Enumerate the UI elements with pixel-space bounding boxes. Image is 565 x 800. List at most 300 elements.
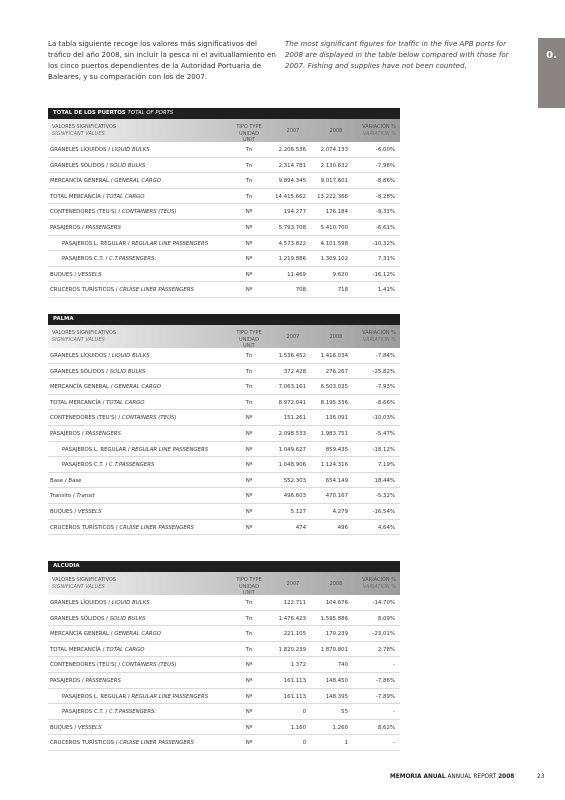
table-row xyxy=(48,626,400,642)
table-row xyxy=(48,251,400,267)
row-unit: Nº xyxy=(245,709,253,716)
footer-title-en: ANNUAL REPORT xyxy=(447,774,497,780)
row-label-en: VESSELS xyxy=(77,724,102,731)
row-label-en: GENERAL CARGO xyxy=(114,384,162,391)
row-label-en: GENERAL CARGO xyxy=(114,178,162,185)
table-row xyxy=(48,457,400,473)
row-unit: Nº xyxy=(245,224,253,231)
row-label xyxy=(62,241,208,247)
col-header-2007: 2007 xyxy=(286,334,300,340)
col-header-label-en: SIGNIFICANT VALUES xyxy=(52,336,105,343)
row-label-en: VESSELS xyxy=(77,508,102,515)
page-number: 23 xyxy=(537,774,545,780)
row-label xyxy=(50,415,177,421)
row-value-2008: 1.416.034 xyxy=(320,353,348,359)
col-header-var-en: VARIATION % xyxy=(362,583,396,590)
intro-text-es: La tabla siguiente recoge los valores más significativos del tráfico del año 2008, sin incluir la pesca ni el avituallamiento en los cinco puertos dependientes de la Autoridad Portuaria de Baleares, y su comparación con los de 2007. xyxy=(48,39,276,81)
stats-table xyxy=(48,314,400,535)
row-label-es: PASAJEROS C.T. / xyxy=(62,462,110,469)
row-value-2008: 8.195.336 xyxy=(320,399,348,406)
row-label-es: BUQUES / xyxy=(50,271,78,278)
row-value-2008: 55 xyxy=(341,709,348,716)
row-label-es: GRANELES SÓLIDOS / xyxy=(50,162,110,169)
footer-year: 2008 xyxy=(498,774,515,780)
table-row xyxy=(48,473,400,489)
col-header-label-en: SIGNIFICANT VALUES xyxy=(52,583,105,590)
col-header-label-en: SIGNIFICANT VALUES xyxy=(52,130,105,137)
row-label-es: CRUCEROS TURÍSTICOS / xyxy=(50,740,120,747)
row-unit: Nº xyxy=(245,430,253,437)
row-label-es: TOTAL MERCANCÍA / xyxy=(50,646,107,653)
row-value-2008: 13.222.366 xyxy=(317,193,348,200)
row-label-es: PASAJEROS L. REGULAR / xyxy=(62,446,132,453)
row-unit: Tn xyxy=(245,353,253,359)
row-unit: Tn xyxy=(245,147,253,153)
table-row xyxy=(48,204,400,220)
row-label-es: CRUCEROS TURÍSTICOS / xyxy=(50,287,120,294)
row-label-es: Base / xyxy=(50,477,69,484)
table-row xyxy=(48,348,400,364)
row-variation: -23,01% xyxy=(372,631,395,638)
row-value-2007: 8.972.041 xyxy=(278,399,306,406)
row-value-2008: 470.167 xyxy=(325,493,348,500)
row-label-es: GRANELES LÍQUIDOS / xyxy=(50,147,112,153)
row-value-2008: 1.983.751 xyxy=(320,430,348,437)
row-label xyxy=(50,493,95,499)
chapter-tab: 0. xyxy=(538,38,565,108)
row-label-en: TOTAL CARGO xyxy=(106,399,145,406)
col-header-label xyxy=(52,577,116,590)
row-value-2008: 136.091 xyxy=(325,415,348,422)
row-unit: Nº xyxy=(245,508,253,515)
col-header-type-es: TIPO TYPE xyxy=(236,330,262,336)
row-value-2008: 9.017.601 xyxy=(320,178,348,185)
row-unit: Nº xyxy=(245,477,253,484)
row-label-en: C.T.PASSENGERS xyxy=(109,462,155,469)
row-value-2008: 1.124.316 xyxy=(320,462,348,469)
table-row xyxy=(48,720,400,736)
col-header-label-es: VALORES SIGNIFICATIVOS xyxy=(52,577,117,583)
row-value-2008: 170.239 xyxy=(325,631,348,638)
row-value-2008: 4.101.598 xyxy=(320,240,348,247)
row-value-2008: 6.503.035 xyxy=(320,384,348,391)
row-value-2007: 194.277 xyxy=(283,209,306,216)
row-variation: -7,93% xyxy=(375,384,395,391)
row-variation: -6,00% xyxy=(375,147,395,153)
row-variation: 4,64% xyxy=(377,524,395,531)
col-header-type-en: UNIDAD UNIT xyxy=(239,130,259,143)
row-label-en: VESSELS xyxy=(77,271,102,278)
row-value-2008: 1.595.886 xyxy=(320,615,348,622)
row-label-en: PASSENGERS xyxy=(85,677,121,684)
row-value-2008: 5.410.700 xyxy=(320,224,348,231)
row-label xyxy=(50,525,194,531)
row-variation: -16,12% xyxy=(372,271,395,278)
row-label xyxy=(62,462,154,468)
row-label-es: TOTAL MERCANCÍA / xyxy=(50,193,107,200)
row-label-en: CRUISE LINER PASSENGERS xyxy=(119,524,194,531)
row-variation: - xyxy=(393,709,395,716)
row-unit: Nº xyxy=(245,287,253,294)
row-label-es: Transito / xyxy=(50,493,77,500)
col-header-2008: 2008 xyxy=(329,128,343,134)
row-variation: -5,32% xyxy=(375,493,395,500)
table-row xyxy=(48,595,400,611)
row-unit: Nº xyxy=(245,271,253,278)
row-label xyxy=(50,631,161,637)
row-value-2007: 4.573.822 xyxy=(278,240,306,247)
row-value-2007: 1.160 xyxy=(290,724,306,731)
row-value-2007: 0 xyxy=(302,740,306,747)
table-row xyxy=(48,657,400,673)
table-title-es: ALCUDIA xyxy=(53,563,80,569)
table-row xyxy=(48,220,400,236)
row-unit: Tn xyxy=(245,399,253,406)
table-row xyxy=(48,158,400,174)
table-row xyxy=(48,611,400,627)
row-label-en: C.T.PASSENGERS. xyxy=(109,256,157,263)
table-title-es: PALMA xyxy=(53,316,74,322)
row-variation: -8,66% xyxy=(375,399,395,406)
table-title xyxy=(48,314,400,325)
row-label-en: LIQUID BULKS xyxy=(111,147,150,153)
row-unit: Tn xyxy=(245,368,253,375)
row-label-es: PASAJEROS / xyxy=(50,430,86,437)
row-label xyxy=(50,178,161,184)
row-label-en: C.T.PASSENGERS. xyxy=(109,709,157,716)
row-label-es: GRANELES LÍQUIDOS / xyxy=(50,600,112,606)
row-variation: 7,31% xyxy=(377,256,395,263)
row-unit: Nº xyxy=(245,415,253,422)
table-row xyxy=(48,236,400,252)
col-header-label-es: VALORES SIGNIFICATIVOS xyxy=(52,124,117,130)
row-value-2008: 148.450 xyxy=(325,677,348,684)
row-label xyxy=(50,400,144,406)
row-value-2008: 4.279 xyxy=(332,508,348,515)
row-label-en: CRUISE LINER PASSENGERS xyxy=(119,287,194,294)
row-label xyxy=(50,647,144,653)
row-label-en: REGULAR LINE PASSENGERS xyxy=(131,446,209,453)
table-row xyxy=(48,442,400,458)
row-label xyxy=(50,600,150,606)
row-label-es: PASAJEROS / xyxy=(50,677,86,684)
row-value-2007: 0 xyxy=(302,709,306,716)
table-column-headers xyxy=(48,325,400,348)
row-value-2007: 122.711 xyxy=(283,600,306,606)
row-value-2008: 9.620 xyxy=(332,271,348,278)
row-value-2008: 148.395 xyxy=(325,693,348,700)
row-value-2008: 496 xyxy=(337,524,348,531)
row-value-2008: 718 xyxy=(337,287,348,294)
row-label xyxy=(50,287,194,293)
row-value-2008: 176.184 xyxy=(325,209,348,216)
row-label-en: CONTAINERS (TEUS) xyxy=(121,662,177,669)
row-value-2008: 859.435 xyxy=(325,446,348,453)
row-label-en: Base xyxy=(68,477,82,484)
row-label-en: CONTAINERS (TEUS) xyxy=(121,415,177,422)
row-label-es: MERCANCÍA GENERAL / xyxy=(50,384,115,391)
table-row xyxy=(48,267,400,283)
row-label-en: LIQUID BULKS xyxy=(111,353,150,359)
col-header-label xyxy=(52,330,116,343)
row-label xyxy=(50,725,101,731)
row-value-2007: 2.314.781 xyxy=(278,162,306,169)
table-row xyxy=(48,189,400,205)
row-value-2007: 161.113 xyxy=(283,677,306,684)
row-value-2007: 161.113 xyxy=(283,693,306,700)
table-column-headers xyxy=(48,572,400,595)
row-unit: Tn xyxy=(245,178,253,185)
stats-table xyxy=(48,561,400,751)
row-label-en: REGULAR LINE PASSENGERS xyxy=(131,240,209,247)
row-variation: -25,82% xyxy=(372,368,395,375)
table-row xyxy=(48,504,400,520)
table-column-headers xyxy=(48,119,400,142)
row-value-2008: 1.260 xyxy=(332,724,348,731)
row-label-en: CRUISE LINER PASSENGERS xyxy=(119,740,194,747)
row-value-2007: 11.469 xyxy=(287,271,306,278)
table-title xyxy=(48,108,400,119)
row-value-2007: 708 xyxy=(295,287,306,294)
row-value-2008: 1.309.102 xyxy=(320,256,348,263)
table-row xyxy=(48,689,400,705)
row-label-en: LIQUID BULKS xyxy=(111,600,150,606)
row-value-2008: 654.149 xyxy=(325,477,348,484)
col-header-type xyxy=(234,124,264,144)
col-header-type-en: UNIDAD UNIT xyxy=(239,336,259,349)
col-header-2007: 2007 xyxy=(286,128,300,134)
row-value-2007: 552.303 xyxy=(283,477,306,484)
row-label-es: BUQUES / xyxy=(50,508,78,515)
row-value-2007: 1.536.452 xyxy=(278,353,306,359)
row-variation: -8,28% xyxy=(375,193,395,200)
row-value-2007: 7.063.161 xyxy=(278,384,306,391)
row-variation: -18,12% xyxy=(372,446,395,453)
row-label xyxy=(62,447,208,453)
row-label xyxy=(50,431,121,437)
row-label-en: SOLID BULKS xyxy=(109,615,146,622)
row-value-2008: 1.870.801 xyxy=(320,646,348,653)
row-unit: Nº xyxy=(245,209,253,216)
table-row xyxy=(48,735,400,751)
table-row xyxy=(48,704,400,720)
col-header-var-es: VARIACIÓN % xyxy=(362,577,396,583)
row-variation: -14,70% xyxy=(372,600,395,606)
row-label-es: GRANELES LÍQUIDOS / xyxy=(50,353,112,359)
row-unit: Nº xyxy=(245,493,253,500)
table-row xyxy=(48,379,400,395)
col-header-var-es: VARIACIÓN % xyxy=(362,124,396,130)
row-value-2007: 221.105 xyxy=(283,631,306,638)
row-value-2008: 740 xyxy=(337,662,348,669)
row-unit: Nº xyxy=(245,446,253,453)
row-variation: -10,32% xyxy=(372,240,395,247)
table-row xyxy=(48,642,400,658)
table-row xyxy=(48,673,400,689)
row-label-en: REGULAR LINE PASSENGERS xyxy=(131,693,209,700)
row-unit: Tn xyxy=(245,193,253,200)
row-label-es: MERCANCÍA GENERAL / xyxy=(50,631,115,638)
table-row xyxy=(48,520,400,536)
row-variation: -9,31% xyxy=(375,209,395,216)
row-label-es: GRANELES SÓLIDOS / xyxy=(50,615,110,622)
row-unit: Nº xyxy=(245,662,253,669)
row-unit: Nº xyxy=(245,740,253,747)
row-label xyxy=(50,384,161,390)
row-label-en: GENERAL CARGO xyxy=(114,631,162,638)
row-unit: Tn xyxy=(245,162,253,169)
row-variation: -8,86% xyxy=(375,178,395,185)
row-value-2007: 5.793.708 xyxy=(278,224,306,231)
row-unit: Nº xyxy=(245,462,253,469)
row-variation: 7,19% xyxy=(377,462,395,469)
row-value-2007: 1.219.886 xyxy=(278,256,306,263)
row-variation: -7,89% xyxy=(375,693,395,700)
row-value-2008: 104.676 xyxy=(325,600,348,606)
col-header-var-en: VARIATION % xyxy=(362,336,396,343)
row-unit: Nº xyxy=(245,693,253,700)
row-label-en: PASSENGERS xyxy=(85,430,121,437)
col-header-type-es: TIPO TYPE xyxy=(236,124,262,130)
row-label-es: PASAJEROS / xyxy=(50,224,86,231)
row-label xyxy=(50,678,121,684)
table-row xyxy=(48,142,400,158)
row-value-2007: 474 xyxy=(295,524,306,531)
row-value-2008: 276.267 xyxy=(325,368,348,375)
col-header-variation xyxy=(354,577,396,590)
footer-title xyxy=(390,774,514,780)
row-label-es: GRANELES SÓLIDOS / xyxy=(50,368,110,375)
row-label xyxy=(50,272,101,278)
row-unit: Nº xyxy=(245,724,253,731)
row-value-2008: 2.130.632 xyxy=(320,162,348,169)
row-variation: - xyxy=(393,662,395,669)
row-variation: - xyxy=(393,740,395,747)
row-label xyxy=(50,225,121,231)
footer-title-es: MEMORIA ANUAL xyxy=(390,774,446,780)
row-label xyxy=(50,147,150,153)
col-header-type-en: UNIDAD UNIT xyxy=(239,583,259,596)
row-value-2007: 5.127 xyxy=(290,508,306,515)
row-variation: 18,44% xyxy=(374,477,395,484)
row-label-es: PASAJEROS C.T. / xyxy=(62,256,110,263)
row-variation: -6,61% xyxy=(375,224,395,231)
row-unit: Nº xyxy=(245,256,253,263)
table-row xyxy=(48,364,400,380)
table-row xyxy=(48,426,400,442)
row-label-es: CRUCEROS TURÍSTICOS / xyxy=(50,524,120,531)
col-header-type-es: TIPO TYPE xyxy=(236,577,262,583)
row-value-2007: 1.049.627 xyxy=(278,446,306,453)
row-variation: 8,62% xyxy=(377,724,395,731)
row-label-es: PASAJEROS L. REGULAR / xyxy=(62,240,132,247)
row-variation: -7,96% xyxy=(375,162,395,169)
row-label-en: Transit xyxy=(76,493,95,500)
row-label-en: TOTAL CARGO xyxy=(106,646,145,653)
row-label-es: BUQUES / xyxy=(50,724,78,731)
col-header-2007: 2007 xyxy=(286,581,300,587)
table-row xyxy=(48,282,400,298)
row-label xyxy=(50,740,194,746)
col-header-type xyxy=(234,330,264,350)
table-row xyxy=(48,488,400,504)
row-variation: -10,03% xyxy=(372,415,395,422)
row-variation: -7,84% xyxy=(375,353,395,359)
row-value-2007: 372.428 xyxy=(283,368,306,375)
row-value-2007: 496.603 xyxy=(283,493,306,500)
col-header-var-es: VARIACIÓN % xyxy=(362,330,396,336)
row-unit: Tn xyxy=(245,600,253,606)
row-label-en: CONTAINERS (TEUS) xyxy=(121,209,177,216)
row-label-es: PASAJEROS C.T. / xyxy=(62,709,110,716)
col-header-var-en: VARIATION % xyxy=(362,130,396,137)
row-label xyxy=(62,694,208,700)
row-label-es: CONTENEDORES (TEU'S) / xyxy=(50,209,122,216)
row-unit: Nº xyxy=(245,524,253,531)
row-value-2007: 1.372 xyxy=(290,662,306,669)
table-title-en: TOTAL OF PORTS xyxy=(127,110,174,116)
row-label-es: MERCANCÍA GENERAL / xyxy=(50,178,115,185)
row-label-en: PASSENGERS xyxy=(85,224,121,231)
table-title xyxy=(48,561,400,572)
row-label xyxy=(50,509,101,515)
col-header-variation xyxy=(354,330,396,343)
row-label xyxy=(50,163,145,169)
col-header-2008: 2008 xyxy=(329,334,343,340)
row-unit: Nº xyxy=(245,677,253,684)
col-header-2008: 2008 xyxy=(329,581,343,587)
row-unit: Nº xyxy=(245,240,253,247)
row-label xyxy=(50,194,144,200)
row-variation: -5,47% xyxy=(375,430,395,437)
row-variation: -16,54% xyxy=(372,508,395,515)
row-label-es: CONTENEDORES (TEU'S) / xyxy=(50,415,122,422)
row-variation: -7,86% xyxy=(375,677,395,684)
row-label xyxy=(50,369,145,375)
row-unit: Tn xyxy=(245,615,253,622)
row-label-en: SOLID BULKS xyxy=(109,162,146,169)
row-value-2007: 1.048.906 xyxy=(278,462,306,469)
row-label xyxy=(50,478,82,484)
col-header-label-es: VALORES SIGNIFICATIVOS xyxy=(52,330,117,336)
row-value-2007: 14.415.662 xyxy=(275,193,306,200)
row-value-2007: 151.261 xyxy=(283,415,306,422)
table-row xyxy=(48,395,400,411)
row-value-2008: 2.074.133 xyxy=(320,147,348,153)
row-unit: Tn xyxy=(245,384,253,391)
row-label-en: SOLID BULKS xyxy=(109,368,146,375)
row-label xyxy=(62,709,156,715)
row-value-2007: 9.894.345 xyxy=(278,178,306,185)
row-value-2008: 1 xyxy=(344,740,348,747)
row-unit: Tn xyxy=(245,646,253,653)
row-label-es: CONTENEDORES (TEU'S) / xyxy=(50,662,122,669)
col-header-variation xyxy=(354,124,396,137)
row-value-2007: 2.206.536 xyxy=(278,147,306,153)
table-title-es: TOTAL DE LOS PUERTOS xyxy=(53,110,126,116)
row-label xyxy=(50,353,150,359)
row-label xyxy=(50,209,177,215)
col-header-type xyxy=(234,577,264,597)
table-row xyxy=(48,173,400,189)
stats-table xyxy=(48,108,400,298)
row-variation: 1,41% xyxy=(377,287,395,294)
row-unit: Tn xyxy=(245,631,253,638)
table-row xyxy=(48,410,400,426)
row-label-es: PASAJEROS L. REGULAR / xyxy=(62,693,132,700)
row-value-2007: 1.820.239 xyxy=(278,646,306,653)
row-label-en: TOTAL CARGO xyxy=(106,193,145,200)
